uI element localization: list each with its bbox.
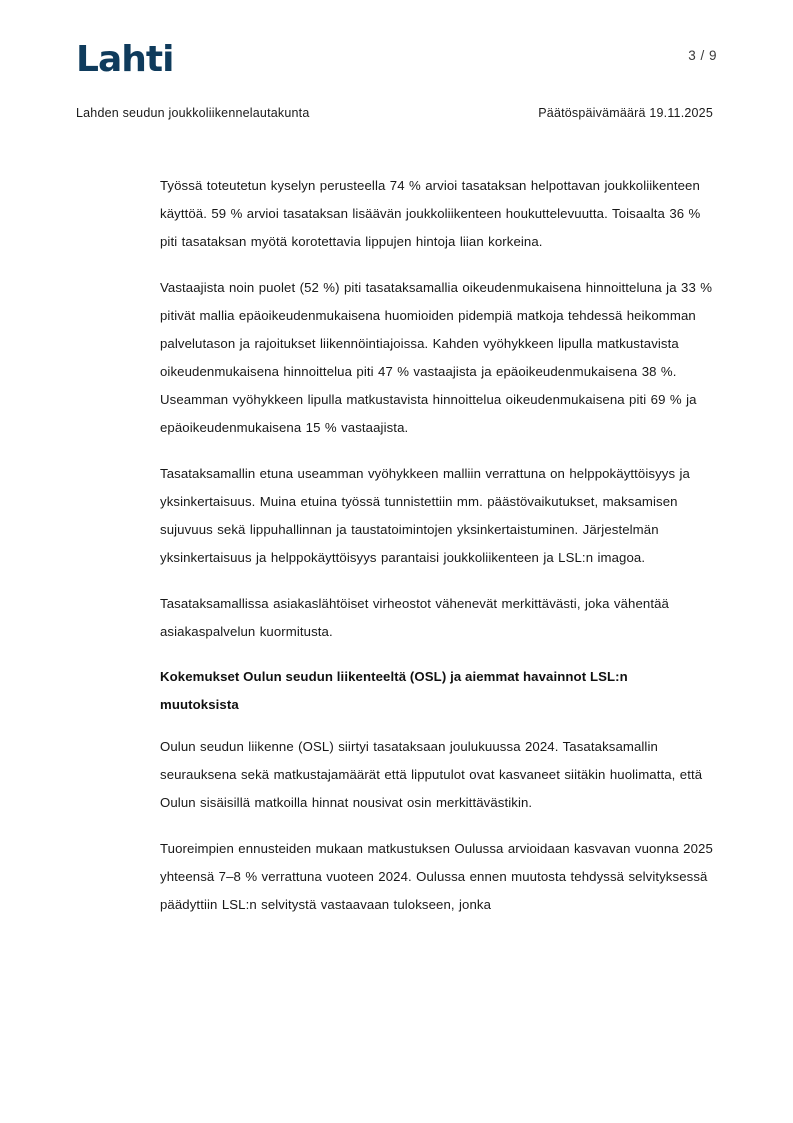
document-body <box>160 172 718 937</box>
lahti-logo: Lahti <box>76 39 174 80</box>
paragraph: Oulun seudun liikenne (OSL) siirtyi tasataksaan joulukuussa 2024. Tasataksamallin seurauksena sekä matkustajamäärät että lipputulot ovat kasvaneet siitäkin huolimatta, että Oulun sisäisillä matkoilla hinnat nousivat osin merkittävästikin. <box>160 739 703 810</box>
paragraph: Tuoreimpien ennusteiden mukaan matkustuksen Oulussa arvioidaan kasvavan vuonna 2025 yhteensä 7–8 % verrattuna vuoteen 2024. Oulussa ennen muutosta tehdyssä selvityksessä päädyttiin LSL:n selvitystä vastaavaan tulokseen, jonka <box>160 841 713 912</box>
paragraph: Työssä toteutetun kyselyn perusteella 74 % arvioi tasataksan helpottavan joukkoliikenteen käyttöä. 59 % arvioi tasataksan lisäävän joukkoliikenteen houkuttelevuutta. Toisaalta 36 % piti tasataksan myötä korotettavia lippujen hintoja liian korkeina. <box>160 178 701 249</box>
page-number: 3 / 9 <box>688 48 717 63</box>
header-decision-date: Päätöspäivämäärä 19.11.2025 <box>538 106 713 120</box>
document-header <box>76 106 717 120</box>
paragraph: Vastaajista noin puolet (52 %) piti tasataksamallia oikeudenmukaisena hinnoitteluna ja 33 % pitivät mallia epäoikeudenmukaisena huomioiden pidempiä matkoja tehdessä heikomman palvelutason ja rajoitukset liikennöintiajoissa. Kahden vyöhykkeen lipulla matkustavista oikeudenmukaisena hinnoittelua piti 47 % vastaajista ja epäoikeudenmukaisena 38 %. Useamman vyöhykkeen lipulla matkustavista hinnoittelua oikeudenmukaisena piti 69 % ja epäoikeudenmukaisena 15 % vastaajista. <box>160 280 713 435</box>
paragraph: Tasataksamallissa asiakaslähtöiset virheostot vähenevät merkittävästi, joka vähentää asiakaspalvelun kuormitusta. <box>160 596 669 639</box>
section-heading: Kokemukset Oulun seudun liikenteeltä (OSL) ja aiemmat havainnot LSL:n muutoksista <box>160 669 628 712</box>
header-organization: Lahden seudun joukkoliikennelautakunta <box>76 106 310 120</box>
paragraph: Tasataksamallin etuna useamman vyöhykkeen malliin verrattuna on helppokäyttöisyys ja yksinkertaisuus. Muina etuina työssä tunnistettiin mm. päästövaikutukset, maksamisen sujuvuus sekä lippuhallinnan ja taustatoimintojen yksinkertaistuminen. Järjestelmän yksinkertaisuus ja helppokäyttöisyys parantaisi joukkoliikenteen ja LSL:n imagoa. <box>160 466 690 565</box>
